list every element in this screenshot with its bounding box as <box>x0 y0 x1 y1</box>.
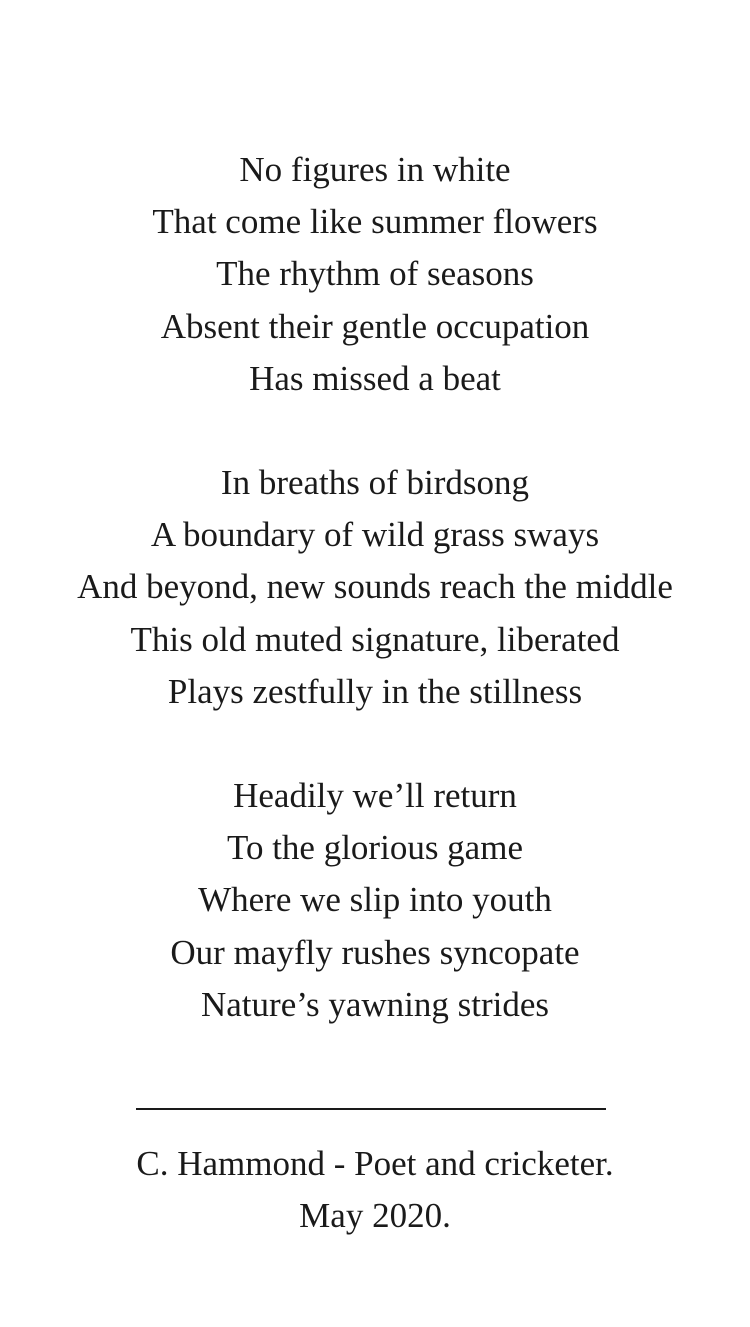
poem-line: Nature’s yawning strides <box>201 984 549 1024</box>
poem-line: A boundary of wild grass sways <box>150 515 600 555</box>
poem-line: This old muted signature, liberated <box>130 619 620 659</box>
poem-line: Absent their gentle occupation <box>160 306 590 346</box>
stanza-3 <box>0 770 750 1031</box>
author-signature: C. Hammond - Poet and cricketer. <box>136 1144 614 1183</box>
poem-line: Headily we’ll return <box>233 776 517 816</box>
poem-line: Has missed a beat <box>249 358 501 398</box>
poem-line: That come like summer flowers <box>152 202 598 242</box>
poem <box>0 144 750 1031</box>
poem-line: And beyond, new sounds reach the middle <box>77 567 673 607</box>
poem-line: Our mayfly rushes syncopate <box>170 932 580 972</box>
poem-line: Plays zestfully in the stillness <box>167 671 583 711</box>
poem-line: In breaths of birdsong <box>220 463 530 503</box>
stanza-1 <box>0 144 750 405</box>
poem-line: To the glorious game <box>227 828 523 868</box>
poem-line: The rhythm of seasons <box>216 254 534 294</box>
divider-text <box>136 1110 137 1111</box>
stanza-2 <box>0 457 750 718</box>
date-line: May 2020. <box>299 1196 451 1235</box>
divider-rule <box>136 1108 606 1110</box>
poem-line: Where we slip into youth <box>198 880 552 920</box>
poem-line: No figures in white <box>239 150 511 189</box>
